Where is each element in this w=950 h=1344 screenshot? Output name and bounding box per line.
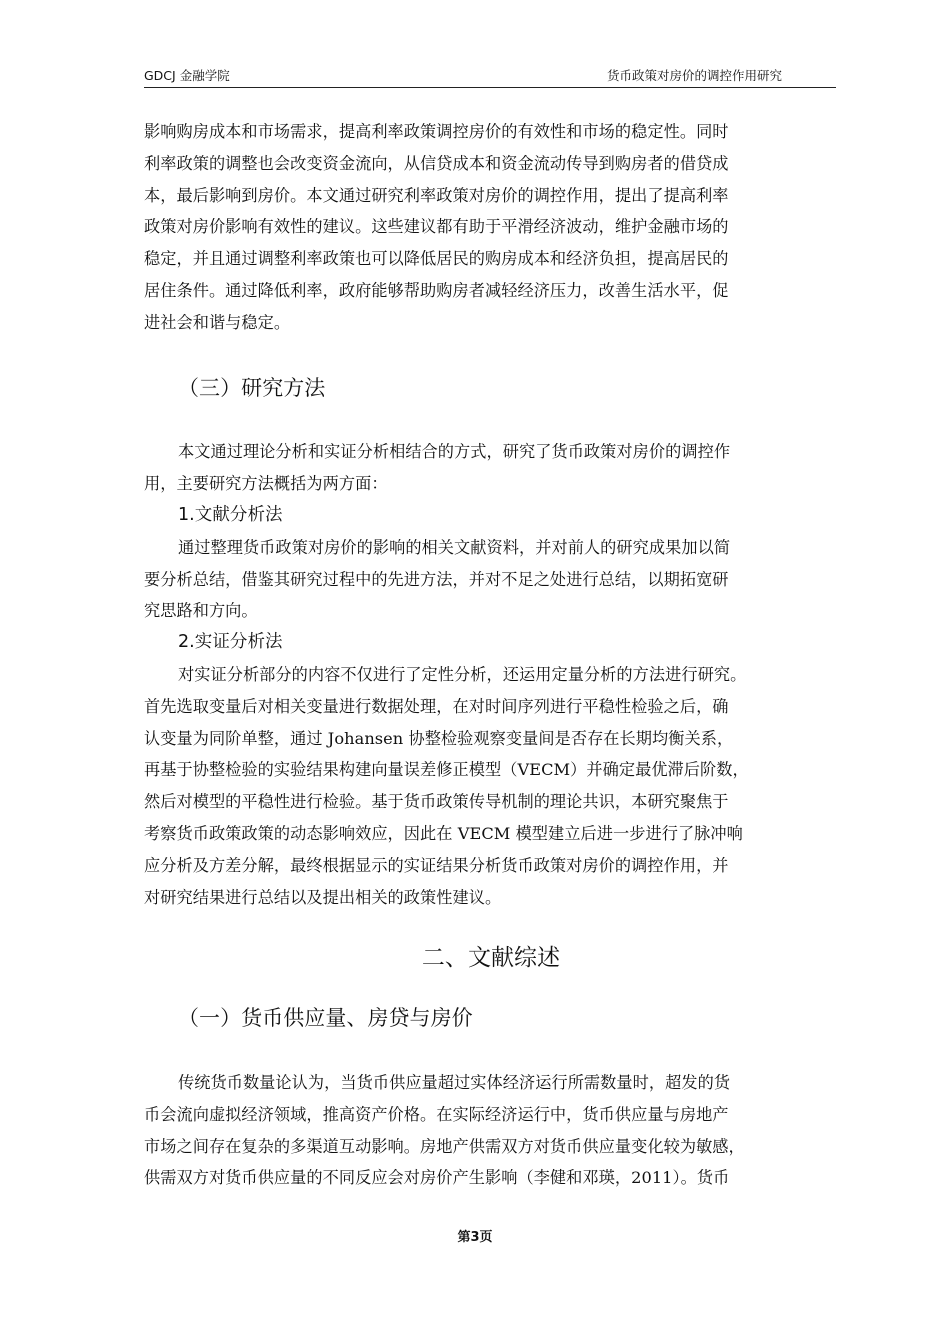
text-line: 传统货币数量论认为，当货币供应量超过实体经济运行所需数量时，超发的货 xyxy=(178,1072,731,1092)
intro-paragraph xyxy=(144,116,838,339)
text-line: 市场之间存在复杂的多渠道互动影响。房地产供需双方对货币供应量变化较为敏感， xyxy=(144,1136,745,1156)
text-line: 究思路和方向。 xyxy=(144,601,258,621)
text-line: 通过整理货币政策对房价的影响的相关文献资料，并对前人的研究成果加以简 xyxy=(178,537,731,557)
methods-intro-paragraph xyxy=(144,436,838,500)
text-line: 再基于协整检验的实验结果构建向量误差修正模型（VECM）并确定最优滞后阶数， xyxy=(144,760,749,780)
text-line: 利率政策的调整也会改变资金流向，从信贷成本和资金流动传导到购房者的借贷成 xyxy=(144,153,729,173)
text-line: 要分析总结，借鉴其研究过程中的先进方法，并对不足之处进行总结，以期拓宽研 xyxy=(144,569,729,589)
text-line: 影响购房成本和市场需求，提高利率政策调控房价的有效性和市场的稳定性。同时 xyxy=(144,122,729,141)
text-line: 币会流向虚拟经济领域，推高资产价格。在实际经济运行中，货币供应量与房地产 xyxy=(144,1104,729,1124)
method-literature-paragraph xyxy=(144,532,838,627)
chapter-title-literature-review: 二、文献综述 xyxy=(421,945,561,972)
method-empirical-paragraph xyxy=(144,659,838,913)
section-title-research-methods: （三）研究方法 xyxy=(178,375,326,400)
money-supply-paragraph xyxy=(144,1067,838,1194)
method-title-empirical: 2.实证分析法 xyxy=(178,632,283,653)
text-line: 对研究结果进行总结以及提出相关的政策性建议。 xyxy=(144,887,502,907)
section-title-money-supply: （一）货币供应量、房贷与房价 xyxy=(178,1006,473,1031)
text-line: 考察货币政策政策的动态影响效应，因此在 VECM 模型建立后进一步进行了脉冲响 xyxy=(144,823,743,843)
header-thesis-title: 货币政策对房价的调控作用研究 xyxy=(606,68,782,83)
text-line: 本，最后影响到房价。本文通过研究利率政策对房价的调控作用，提出了提高利率 xyxy=(144,185,729,205)
method-title-literature: 1.文献分析法 xyxy=(178,504,283,525)
text-line: 首先选取变量后对相关变量进行数据处理，在对时间序列进行平稳性检验之后，确 xyxy=(144,696,729,716)
header-institution: GDCJ 金融学院 xyxy=(144,68,230,83)
text-line: 进社会和谐与稳定。 xyxy=(144,312,291,332)
text-line: 供需双方对货币供应量的不同反应会对房价产生影响（李健和邓瑛，2011）。货币 xyxy=(144,1168,730,1188)
text-line: 应分析及方差分解，最终根据显示的实证结果分析货币政策对房价的调控作用，并 xyxy=(144,855,729,875)
text-line: 稳定，并且通过调整利率政策也可以降低居民的购房成本和经济负担，提高居民的 xyxy=(144,249,729,269)
text-line: 对实证分析部分的内容不仅进行了定性分析，还运用定量分析的方法进行研究。 xyxy=(178,664,747,684)
page-number: 第3页 xyxy=(457,1230,493,1245)
text-line: 居住条件。通过降低利率，政府能够帮助购房者减轻经济压力，改善生活水平，促 xyxy=(144,280,729,300)
text-line: 本文通过理论分析和实证分析相结合的方式，研究了货币政策对房价的调控作 xyxy=(178,442,731,462)
text-line: 用，主要研究方法概括为两方面： xyxy=(144,474,388,494)
text-line: 政策对房价影响有效性的建议。这些建议都有助于平滑经济波动，维护金融市场的 xyxy=(144,217,729,237)
text-line: 认变量为同阶单整，通过 Johansen 协整检验观察变量间是否存在长期均衡关系， xyxy=(144,728,734,748)
text-line: 然后对模型的平稳性进行检验。基于货币政策传导机制的理论共识，本研究聚焦于 xyxy=(144,792,729,812)
page-body xyxy=(144,116,838,1194)
page-header xyxy=(144,66,836,88)
